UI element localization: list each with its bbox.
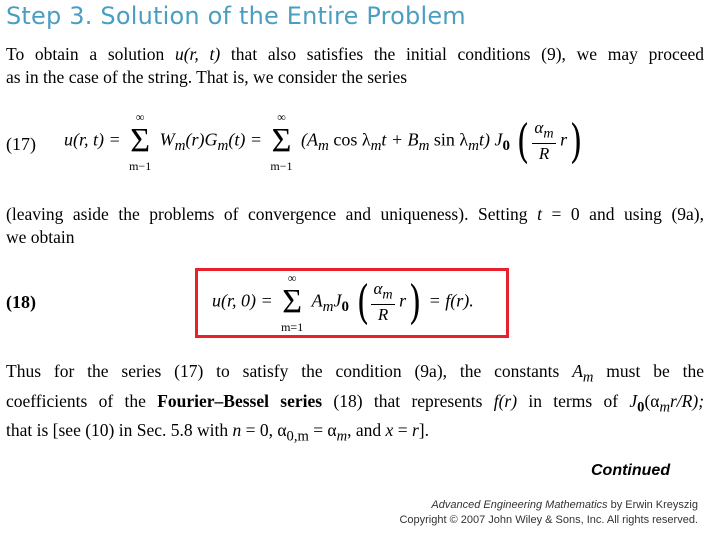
paragraph-intro-line-2: as in the case of the string. That is, we consider the series	[6, 67, 408, 87]
footer-line-2: Copyright © 2007 John Wiley & Sons, Inc. All rights reserved.	[399, 514, 698, 526]
left-paren: (	[517, 114, 530, 169]
right-paren: )	[408, 275, 422, 330]
math: J	[629, 390, 638, 411]
text: = 0 and using (9a),	[541, 204, 704, 224]
text: , and	[347, 420, 386, 440]
math: r	[560, 129, 568, 150]
left-paren: (	[356, 275, 369, 330]
paragraph-setting	[6, 203, 704, 249]
summation-symbol: ∞ Σ m−1	[125, 124, 155, 158]
text: ].	[418, 420, 429, 440]
math: (A	[300, 129, 318, 150]
paragraph-conclusion-line-3	[6, 419, 704, 449]
math-sub: 0,m	[286, 428, 309, 445]
book-title: Advanced Engineering Mathematics	[431, 499, 608, 511]
fraction-alpha-over-R	[371, 279, 394, 325]
math: W	[159, 129, 175, 150]
math: f(r)	[493, 390, 518, 411]
math-sub: m	[370, 137, 382, 154]
math-sub: m	[217, 137, 229, 154]
equation-18	[212, 271, 474, 335]
frac-num: α	[373, 279, 383, 298]
math-sub: m	[418, 137, 430, 154]
equation-17-label: (17)	[6, 134, 36, 154]
math-t: t	[537, 204, 542, 224]
term-fourier-bessel: Fourier–Bessel series	[157, 390, 323, 411]
math: =	[393, 420, 412, 440]
math-sub: m	[336, 428, 348, 445]
math: cos λ	[328, 129, 371, 150]
paragraph-intro	[6, 43, 704, 89]
eq18-rhs: = f(r).	[428, 290, 474, 311]
sum-lower: m=1	[281, 320, 304, 335]
math-sub: 0	[341, 298, 349, 315]
math: = α	[308, 420, 337, 440]
summation-symbol: ∞ Σ m−1	[266, 124, 296, 158]
text: in terms of	[517, 390, 630, 411]
math: A	[311, 290, 323, 311]
text: (18) that represents	[322, 390, 494, 411]
text: coefficients of the	[6, 390, 158, 411]
paragraph-conclusion-line-2	[6, 390, 704, 420]
fraction-alpha-over-R	[532, 118, 555, 164]
text: that also satisfies the initial conditions (9), we may proceed	[220, 44, 704, 64]
paragraph-setting-line-2: we obtain	[6, 227, 75, 247]
sum-lower: m−1	[270, 159, 293, 174]
frac-num-sub: m	[543, 125, 554, 142]
math: = 0, α	[241, 420, 287, 440]
author: by Erwin Kreyszig	[607, 499, 698, 511]
math-sub: 0	[502, 137, 510, 154]
math-sub: 0	[637, 399, 645, 415]
paragraph-conclusion	[6, 360, 704, 449]
math: t + B	[381, 129, 419, 150]
sum-upper: ∞	[287, 271, 297, 286]
math: x	[385, 420, 394, 440]
math-sub: m	[322, 298, 334, 315]
eq17-lhs: u(r, t) =	[64, 129, 121, 150]
math: (r)G	[185, 129, 218, 150]
slide-title: Step 3. Solution of the Entire Problem	[6, 2, 466, 30]
frac-den: R	[538, 144, 550, 164]
math: (t) =	[228, 129, 262, 150]
sum-lower: m−1	[129, 159, 152, 174]
math-u: u(r, t)	[174, 44, 221, 64]
frac-den: R	[377, 305, 389, 325]
math: r	[411, 420, 419, 440]
frac-num: α	[534, 118, 544, 137]
math: sin λ	[429, 129, 469, 150]
math-sub: m	[174, 137, 186, 154]
math-sub: m	[659, 399, 670, 415]
text: Thus for the series (17) to satisfy the condition (9a), the constants	[6, 361, 573, 381]
frac-num-sub: m	[382, 286, 393, 303]
equation-18-label: (18)	[6, 292, 36, 312]
math: J	[333, 290, 342, 311]
text: (leaving aside the problems of convergence and uniqueness). Setting	[6, 204, 538, 224]
summation-symbol: ∞ Σ m=1	[277, 285, 307, 319]
continued-label: Continued	[591, 462, 671, 479]
math: t) J	[478, 129, 503, 150]
footer-line-1	[399, 498, 698, 513]
right-paren: )	[569, 114, 583, 169]
text: must be the	[593, 361, 704, 381]
paragraph-setting-line-1	[6, 203, 704, 226]
math: n	[232, 420, 242, 440]
math: r/R);	[670, 390, 705, 411]
paragraph-conclusion-line-1	[6, 360, 704, 390]
copyright-footer	[399, 498, 698, 528]
equation-17	[64, 110, 585, 174]
sum-upper: ∞	[277, 110, 286, 125]
eq18-lhs: u(r, 0) =	[212, 290, 273, 311]
paragraph-intro-line-1	[6, 43, 704, 66]
math: A	[572, 361, 583, 381]
text: To obtain a solution	[6, 44, 175, 64]
math-sub: m	[582, 369, 594, 386]
math-sub: m	[317, 137, 329, 154]
math-sub: m	[468, 137, 479, 154]
math: (α	[644, 390, 660, 411]
sum-upper: ∞	[135, 110, 145, 125]
text: that is [see (10) in Sec. 5.8 with	[6, 420, 233, 440]
math: r	[399, 290, 407, 311]
